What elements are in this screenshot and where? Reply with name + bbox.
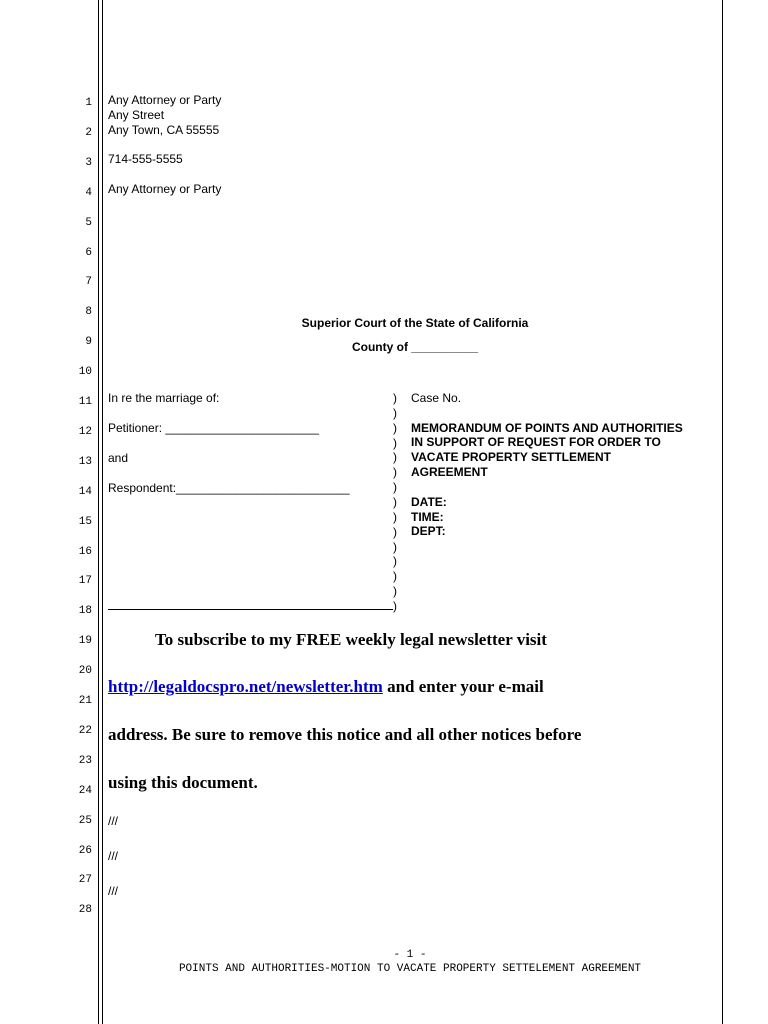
document-title-line-2: IN SUPPORT OF REQUEST FOR ORDER TO bbox=[411, 435, 661, 449]
line-number: 21 bbox=[78, 695, 92, 707]
line-number: 14 bbox=[78, 485, 92, 498]
line-number: 3 bbox=[85, 156, 92, 169]
line-number: 16 bbox=[78, 545, 92, 558]
caption-paren: ) bbox=[393, 569, 397, 584]
line-number: 13 bbox=[78, 455, 92, 468]
footer-page-number: - 1 - bbox=[393, 949, 427, 961]
line-number: 17 bbox=[78, 575, 92, 588]
left-margin-rule-inner bbox=[102, 0, 103, 1024]
caption-paren: ) bbox=[393, 480, 397, 495]
notice-line-3: address. Be sure to remove this notice and all other notices before bbox=[108, 725, 582, 744]
caption-paren: ) bbox=[393, 509, 397, 524]
caption-paren: ) bbox=[393, 391, 397, 405]
right-margin-rule bbox=[722, 0, 723, 1024]
line-number: 15 bbox=[78, 515, 92, 528]
line-number: 7 bbox=[85, 276, 92, 289]
caption-petitioner: Petitioner: _______________________ bbox=[108, 421, 319, 435]
document-title-line-4: AGREEMENT bbox=[411, 465, 488, 479]
line-number: 28 bbox=[78, 904, 92, 917]
attorney-city: Any Town, CA 55555 bbox=[108, 123, 220, 137]
caption-bottom-rule bbox=[108, 609, 393, 610]
line-number: 25 bbox=[78, 814, 92, 827]
document-title-line-1: MEMORANDUM OF POINTS AND AUTHORITIES bbox=[411, 421, 683, 435]
caption-paren: ) bbox=[393, 539, 397, 554]
line-number: 4 bbox=[85, 186, 92, 199]
hearing-dept-label: DEPT: bbox=[411, 524, 446, 538]
line-number: 5 bbox=[85, 216, 92, 229]
line-number: 9 bbox=[85, 336, 92, 349]
caption-paren: ) bbox=[393, 494, 397, 509]
line-number: 20 bbox=[78, 665, 92, 678]
line-number: 2 bbox=[85, 126, 92, 139]
hearing-date-label: DATE: bbox=[411, 495, 447, 509]
line-number: 23 bbox=[78, 754, 92, 767]
notice-line-2 bbox=[108, 677, 544, 697]
attorney-name: Any Attorney or Party bbox=[108, 93, 222, 107]
caption-respondent: Respondent:__________________________ bbox=[108, 481, 350, 495]
caption-paren: ) bbox=[393, 435, 397, 450]
line-number: 11 bbox=[78, 396, 92, 408]
line-number: 12 bbox=[78, 425, 92, 438]
line-number: 22 bbox=[78, 724, 92, 737]
caption-paren: ) bbox=[393, 405, 397, 420]
line-number: 10 bbox=[78, 366, 92, 379]
caption-and: and bbox=[108, 451, 129, 465]
caption-paren: ) bbox=[393, 420, 397, 435]
line-number: 6 bbox=[85, 246, 92, 259]
caption-paren: ) bbox=[393, 524, 397, 539]
continuation-slashes-2: /// bbox=[108, 849, 119, 863]
caption-paren: ) bbox=[393, 598, 397, 613]
left-margin-rule-outer bbox=[98, 0, 99, 1024]
court-name: Superior Court of the State of California bbox=[301, 316, 529, 330]
caption-paren: ) bbox=[393, 465, 397, 480]
caption-paren: ) bbox=[393, 554, 397, 569]
line-number: 26 bbox=[78, 844, 92, 857]
continuation-slashes-3: /// bbox=[108, 884, 119, 898]
case-number-label: Case No. bbox=[411, 391, 462, 405]
attorney-phone: 714-555-5555 bbox=[108, 152, 183, 166]
notice-line-1: To subscribe to my FREE weekly legal newsletter visit bbox=[155, 630, 547, 649]
hearing-time-label: TIME: bbox=[411, 510, 444, 524]
notice-line-4: using this document. bbox=[108, 773, 258, 792]
footer-document-title: POINTS AND AUTHORITIES-MOTION TO VACATE PROPERTY SETTELEMENT AGREEMENT bbox=[178, 963, 642, 975]
caption-paren: ) bbox=[393, 584, 397, 599]
line-number: 27 bbox=[78, 874, 92, 887]
continuation-slashes-1: /// bbox=[108, 814, 119, 828]
notice-line-2-rest: and enter your e-mail bbox=[382, 677, 544, 696]
court-county: County of __________ bbox=[351, 340, 479, 354]
newsletter-link[interactable]: http://legaldocspro.net/newsletter.htm bbox=[108, 677, 383, 696]
attorney-for: Any Attorney or Party bbox=[108, 182, 222, 196]
document-title-line-3: VACATE PROPERTY SETTLEMENT bbox=[411, 450, 612, 464]
line-number: 8 bbox=[85, 306, 92, 319]
caption-paren: ) bbox=[393, 450, 397, 465]
caption-in-re: In re the marriage of: bbox=[108, 391, 220, 405]
attorney-street: Any Street bbox=[108, 108, 165, 122]
line-number: 24 bbox=[78, 784, 92, 797]
line-number: 19 bbox=[78, 635, 92, 648]
line-number: 1 bbox=[85, 97, 92, 109]
line-number: 18 bbox=[78, 605, 92, 618]
